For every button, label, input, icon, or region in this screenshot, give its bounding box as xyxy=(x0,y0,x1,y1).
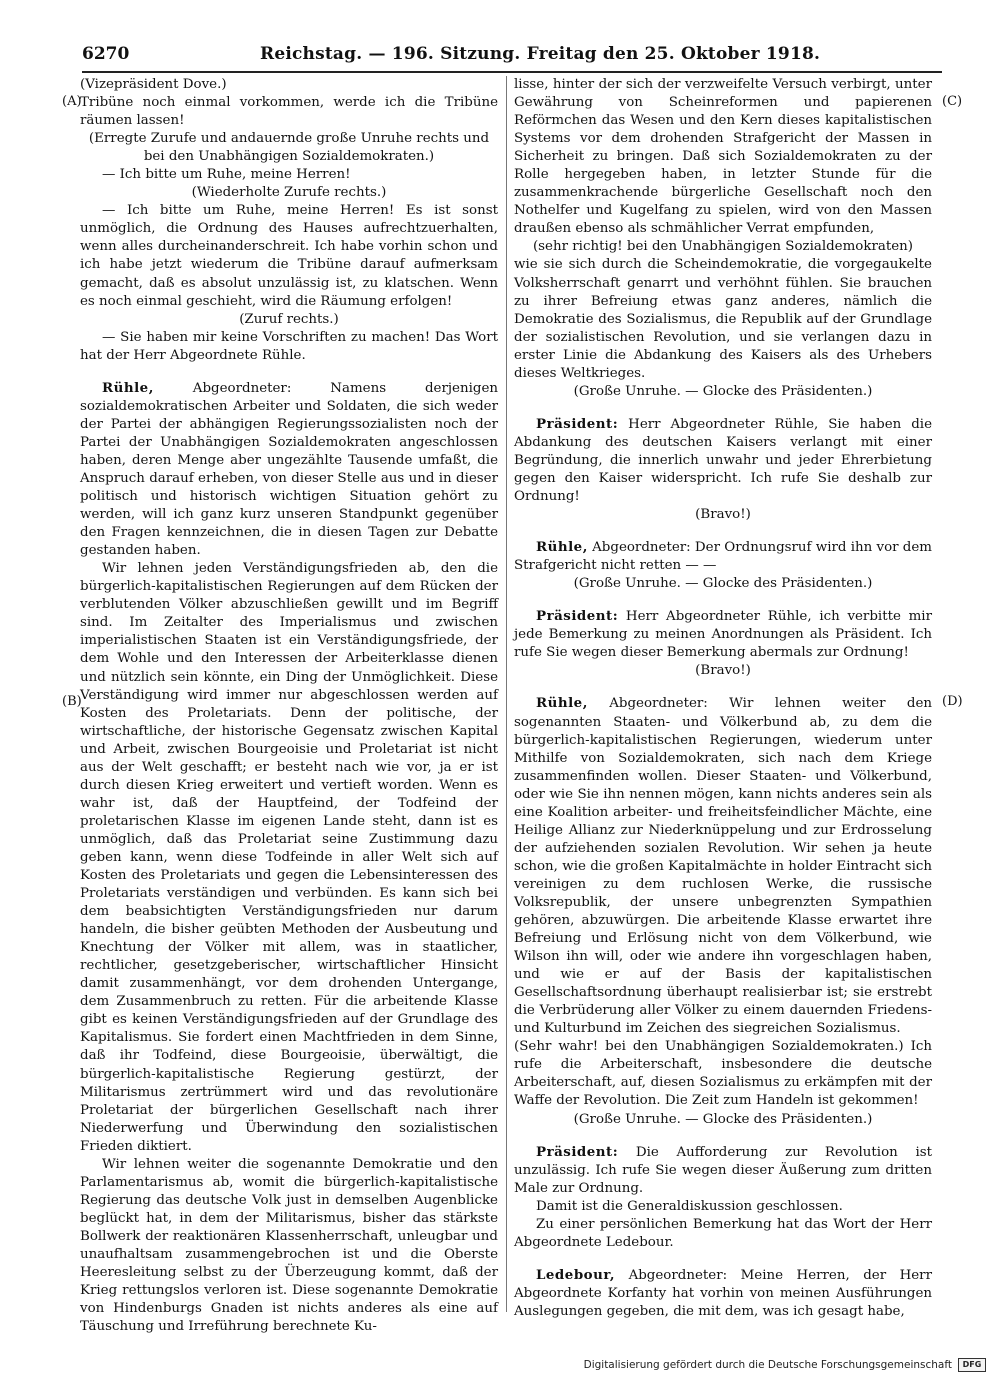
speech-paragraph xyxy=(80,379,498,560)
paragraph: Wir lehnen weiter die sogenannte Demokratie und den Parlamentarismus ab, womit die bürgerlich-kapitalistische Regierung das deutsche Volk just in demselben Augenblicke beglückt hat, in dem der Militarismus, bisher das stärkste Bollwerk der reaktionären Klassenherrschaft, unleugbar und unaufhaltsam zusammengebrochen ist und die Oberste Heeresleitung selbst zu der Überzeugung kommt, daß der Krieg rettungslos verloren ist. Diese sogenannte Demokratie von Hindenburgs Gnaden ist nichts anderes als eine auf Täuschung und Irreführung berechnete Ku- xyxy=(80,1156,498,1335)
speech-text: Abgeordneter: Meine Herren, der Herr Abgeordnete Korfanty hat vorhin von meinen Ausführungen Auslegungen gegeben, die mit dem, was ich gesagt habe, xyxy=(514,1267,932,1319)
interjection: (Bravo!) xyxy=(695,507,751,523)
paragraph: — Ich bitte um Ruhe, meine Herren! Es ist sonst unmöglich, die Ordnung des Hauses aufrechtzuerhalten, wenn alles durcheinanderschreit. Ich habe vorhin schon und ich habe jetzt wiederum die Tribüne darauf aufmerksam gemacht, daß es absolut unzulässig ist, zu klatschen. Wenn es noch einmal geschieht, wird die Räumung erfolgen! xyxy=(80,203,498,309)
paragraph: wie sie sich durch die Scheindemokratie, die vorgegaukelte Volksherrschaft genarrt und verhöhnt fühlen. Sie brauchen zu ihrer Befreiung etwas ganz anderes, nämlich die Demokratie des Sozialismus, die Republik auf der Grundlage der sozialistischen Revolution, und sie verlangen dazu in erster Linie die Abdankung des Kaisers als des Urhebers dieses Weltkrieges. xyxy=(514,257,932,381)
page-header xyxy=(82,42,942,72)
speaker-name: Präsident: xyxy=(536,1143,619,1160)
speaker-name: Rühle, xyxy=(536,695,588,712)
speaker-name: Präsident: xyxy=(536,415,619,432)
interjection: (Wiederholte Zurufe rechts.) xyxy=(191,185,387,201)
paragraph: — Ich bitte um Ruhe, meine Herren! xyxy=(102,167,351,183)
speech-paragraph xyxy=(514,538,932,575)
speech-text: Die Aufforderung zur Revolution ist unzulässig. Ich rufe Sie wegen dieser Äußerung zum dritten Male zur Ordnung. xyxy=(514,1144,932,1196)
interjection: (Große Unruhe. — Glocke des Präsidenten.) xyxy=(573,576,873,592)
page-number: 6270 xyxy=(82,44,130,64)
paragraph: Damit ist die Generaldiskussion geschlossen. xyxy=(536,1198,843,1214)
dfg-logo-icon: DFG xyxy=(958,1358,986,1372)
header-title: Reichstag. — 196. Sitzung. Freitag den 25. Oktober 1918. xyxy=(260,44,821,64)
speech-paragraph xyxy=(514,1143,932,1198)
margin-marker-b: (B) xyxy=(62,694,82,709)
interjection: (Bravo!) xyxy=(695,663,751,679)
paragraph: (Vizepräsident Dove.) xyxy=(80,77,227,92)
margin-marker-d: (D) xyxy=(942,694,963,709)
margin-marker-a: (A) xyxy=(62,94,82,109)
speaker-name: Rühle, xyxy=(102,379,154,396)
right-text-column xyxy=(514,76,932,1319)
speech-text: Abgeordneter: Namens derjenigen sozialdemokratischen Arbeiter und Soldaten, die sich weder der Partei der abhängigen Regierungssozialisten noch der Partei der Unabhängigen Sozialdemokraten angeschlossen haben, deren Menge aber ungezählte Tausende umfaßt, die Anspruch darauf erheben, von dieser Stelle aus und in dieser politisch und historisch wichtigen Situation gehört zu werden, will ich ganz kurz unseren Standpunkt gegenüber den Fragen kennzeichnen, die in diesen Tagen zur Debatte gestanden haben. xyxy=(80,380,498,559)
speaker-name: Ledebour, xyxy=(536,1266,616,1283)
paragraph: Zu einer persönlichen Bemerkung hat das Wort der Herr Abgeordnete Ledebour. xyxy=(514,1216,932,1250)
interjection: (Große Unruhe. — Glocke des Präsidenten.) xyxy=(573,1111,873,1127)
interjection: (Zuruf rechts.) xyxy=(239,311,339,327)
page-footer xyxy=(584,1355,986,1375)
header-rule xyxy=(82,71,942,73)
speaker-name: Rühle, xyxy=(536,539,588,556)
column-divider xyxy=(506,76,507,1312)
speech-paragraph xyxy=(514,607,932,662)
speech-text: Abgeordneter: Wir lehnen weiter den sogenannten Staaten- und Völkerbund ab, zu dem die bürgerlich-kapitalistischen Regierungen, wiederum unter Mithilfe von Sozialdemokraten, sich nach dem Kriege zusammenfinden wollen. Dieser Staaten- und Völkerbund, oder wie Sie ihn nennen mögen, kann nichts anderes sein als eine Koalition arbeiter- und freiheitsfeindlicher Mächte, eine Heilige Allianz zur Niederknüppelung und zur Erdrosselung der aufziehenden sozialen Revolution. Wir sehen ja heute schon, wie die großen Kapitalmächte in holder Eintracht sich vereinigen zu dem ruchlosen Werke, die russische Volksrepublik, der unsere unbegrenzten Sympathien gehören, abzuwürgen. Die arbeitende Klasse erwartet ihre Befreiung und Erlösung nicht von dem Völkerbund, wie Wilson ihn will, oder wie andere ihn vorgeschlagen haben, und wie er auf der Basis der kapitalistischen Gesellschaftsordnung überhaupt realisierbar ist; sie erstrebt die Verbrüderung aller Völker zu einem dauernden Friedens- und Kulturbund im Zeichen des siegreichen Sozialismus. xyxy=(514,696,932,1037)
speech-text: Abgeordneter: Der Ordnungsruf wird ihn vor dem Strafgericht nicht retten — — xyxy=(514,540,932,574)
speaker-name: Präsident: xyxy=(536,608,619,625)
speech-paragraph xyxy=(514,1266,932,1321)
interjection: (sehr richtig! bei den Unabhängigen Sozialdemokraten) xyxy=(532,239,914,255)
paragraph: (Sehr wahr! bei den Unabhängigen Sozialdemokraten.) Ich rufe die Arbeiterschaft, insbesondere die deutsche Arbeiterschaft, auf, diesen Sozialismus zu erkämpfen mit der Waffe der Revolution. Die Zeit zum Handeln ist gekommen! xyxy=(514,1039,932,1109)
margin-marker-c: (C) xyxy=(942,94,963,109)
paragraph: Tribüne noch einmal vorkommen, werde ich die Tribüne räumen lassen! xyxy=(80,95,498,129)
paragraph: — Sie haben mir keine Vorschriften zu machen! Das Wort hat der Herr Abgeordnete Rühle. xyxy=(80,329,498,363)
left-text-column xyxy=(80,76,498,1335)
interjection: (Große Unruhe. — Glocke des Präsidenten.) xyxy=(573,383,873,399)
speech-paragraph xyxy=(514,415,932,506)
paragraph: Wir lehnen jeden Verständigungsfrieden ab, den die bürgerlich-kapitalistischen Regierungen auf dem Rücken der verblutenden Völker abzuschließen gewillt und im Begriff sind. Im Zeitalter des Imperialismus und zwischen imperialistischen Staaten ist ein Verständigungsfriede, der dem Wohle und den Interessen der Arbeiterklasse dienen und nützlich sein könnte, ein Ding der Unmöglichkeit. Diese Verständigung wird immer nur abgeschlossen werden auf Kosten des Proletariats. Denn der politische, der wirtschaftliche, der historische Gegensatz zwischen Kapital und Arbeit, zwischen Bourgeoisie und Proletariat ist nicht aus der Welt geschafft; er besteht nach wie vor, ja er ist durch diesen Krieg erweitert und vertieft worden. Wenn es wahr ist, daß der Hauptfeind, der Todfeind der proletarischen Klasse im eigenen Lande steht, dann ist es unmöglich, daß das Proletariat seine Zustimmung dazu geben kann, wenn diese Todfeinde in aller Welt sich auf Kosten des Proletariats und gegen die Lebensinteressen des Proletariats verständigen und verbünden. Es kann sich bei dem beabsichtigten Verständigungsfrieden nur darum handeln, die bisher geübten Methoden der Ausbeutung und Knechtung der Völker mit allem, was in staatlicher, rechtlicher, gesetzgeberischer, wirtschaftlicher Hinsicht damit zusammenhängt, vor dem drohenden Untergange, dem Zusammenbruch zu retten. Für die arbeitende Klasse gibt es keinen Verständigungsfrieden auf der Grundlage des Kapitalismus. Sie fordert einen Machtfrieden in dem Sinne, daß ihr Todfeind, diese Bourgeoisie, überwältigt, die bürgerlich-kapitalistische Regierung gestürzt, der Militarismus zertrümmert wird und das revolutionäre Proletariat der bürgerlichen Gesellschaft nach ihrer Niederwerfung und Überwindung den sozialistischen Frieden diktiert. xyxy=(80,561,498,1154)
speech-text: Herr Abgeordneter Rühle, ich verbitte mir jede Bemerkung zu meinen Anordnungen als Präsident. Ich rufe Sie wegen dieser Bemerkung abermals zur Ordnung! xyxy=(514,609,932,661)
speech-paragraph xyxy=(514,694,932,1038)
paragraph: lisse, hinter der sich der verzweifelte Versuch verbirgt, unter Gewährung von Scheinreformen und papierenen Reförmchen das Wesen und den Kern dieses kapitalistischen Systems vor dem drohenden Strafgericht der Massen in Sicherheit zu bringen. Daß sich Sozialdemokraten zu der Rolle hergegeben haben, in letzter Stunde für die zusammenkrachende bürgerliche Gesellschaft noch den Nothelfer und Kugelfang zu spielen, wird von den Massen draußen ebenso als schmählicher Verrat empfunden, xyxy=(514,77,932,237)
footer-credit: Digitalisierung gefördert durch die Deutsche Forschungsgemeinschaft xyxy=(583,1359,952,1371)
speech-text: Herr Abgeordneter Rühle, Sie haben die Abdankung des deutschen Kaisers verlangt mit einer Begründung, die innerlich unwahr und jeder Ehrerbietung gegen den Kaiser widerspricht. Ich rufe Sie deshalb zur Ordnung! xyxy=(514,416,932,505)
interjection: (Erregte Zurufe und andauernde große Unruhe rechts und bei den Unabhängigen Sozialdemokraten.) xyxy=(88,131,490,165)
